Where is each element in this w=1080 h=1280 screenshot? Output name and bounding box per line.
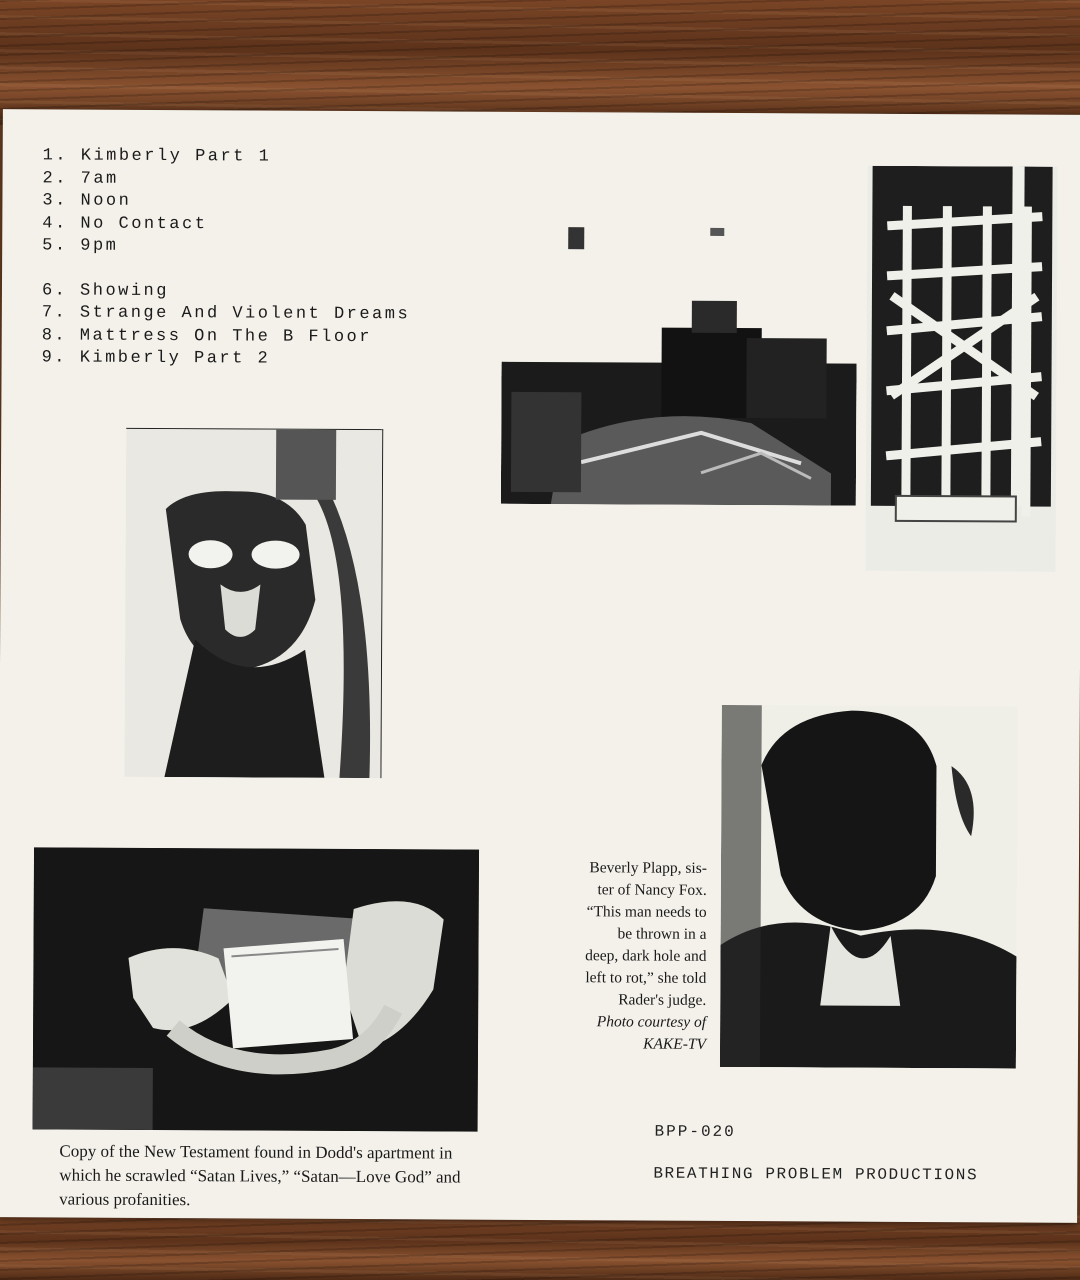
caption-line: deep, dark hole and	[585, 947, 707, 965]
track-9: 9. Kimberly Part 2	[41, 348, 271, 369]
book-caption: Copy of the New Testament found in Dodd's apartment in which he scrawled “Satan Lives,” “Satan—Love God” and various profanities.	[59, 1141, 461, 1210]
track-4: 4. No Contact	[42, 213, 208, 234]
photo-credit: Photo courtesy of	[596, 1013, 707, 1031]
caption-line: be thrown in a	[617, 925, 707, 943]
caption-line: Rader's judge.	[618, 991, 707, 1009]
caption-line: “This man needs to	[586, 903, 707, 921]
portrait-caption	[528, 857, 707, 1056]
room-photo	[501, 222, 857, 506]
caption-line: left to rot,” she told	[585, 969, 707, 987]
track-6: 6. Showing	[41, 280, 170, 301]
catalog-number: BPP-020	[654, 1122, 736, 1142]
label-name: BREATHING PROBLEM PRODUCTIONS	[653, 1164, 979, 1185]
track-2: 2. 7am	[42, 168, 119, 189]
track-3: 3. Noon	[42, 191, 132, 211]
window-photo	[866, 166, 1058, 572]
track-1: 1. Kimberly Part 1	[42, 146, 272, 167]
book-photo	[33, 847, 479, 1131]
tracklist	[42, 145, 412, 371]
caption-line: ter of Nancy Fox.	[597, 881, 707, 899]
mask-photo	[124, 428, 383, 778]
side-divider	[42, 258, 410, 282]
track-7: 7. Strange And Violent Dreams	[41, 303, 411, 325]
track-8: 8. Mattress On The B Floor	[41, 325, 373, 347]
caption-line: Beverly Plapp, sis-	[589, 859, 707, 877]
insert-card	[0, 109, 1080, 1223]
wood-surface-top	[0, 0, 1080, 125]
portrait-photo	[720, 705, 1018, 1069]
wood-surface-bottom	[0, 1215, 1080, 1280]
track-5: 5. 9pm	[42, 236, 119, 256]
photo-credit-source: KAKE-TV	[643, 1035, 707, 1053]
